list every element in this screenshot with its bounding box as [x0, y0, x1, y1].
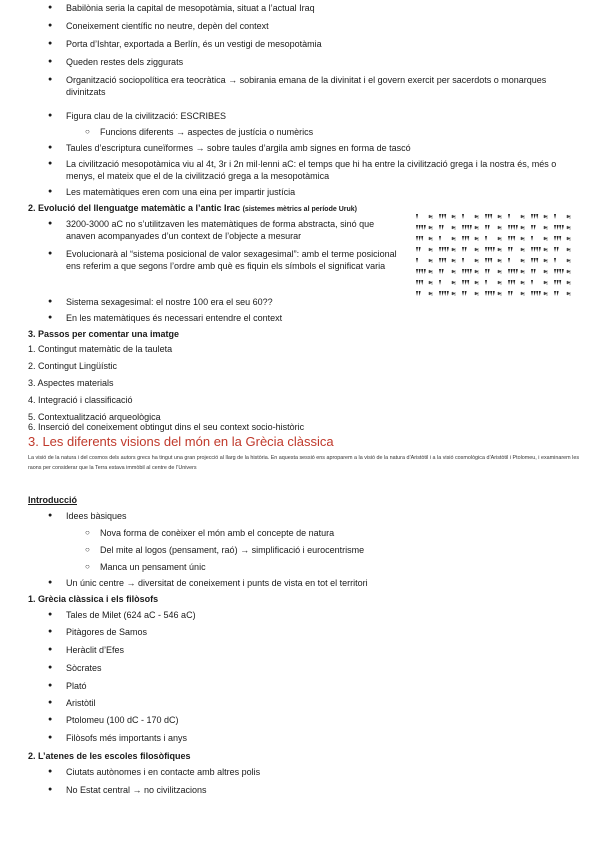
section-heading-text: 2. Evolució del llenguatge matemàtic a l’antic Irac [28, 203, 241, 213]
section-heading [28, 202, 357, 216]
list-item: ● Heràclit d’Efes [66, 644, 124, 656]
list-item: ○ Manca un pensament únic [100, 561, 206, 573]
cuneiform-glyph [554, 225, 570, 230]
list-item: 4. Integració i classificació [28, 395, 133, 405]
section-heading: 1. Grècia clàssica i els filòsofs [28, 594, 159, 604]
list-item: 5. Contextualització arqueològica [28, 412, 161, 422]
list-item: ● Tales de Milet (624 aC - 546 aC) [66, 609, 196, 621]
cuneiform-glyph [485, 291, 501, 296]
cuneiform-glyph [554, 280, 570, 285]
cuneiform-glyph [508, 269, 524, 274]
cuneiform-glyph [508, 214, 524, 219]
cuneiform-glyph [508, 291, 524, 296]
list-item: ○ Funcions diferents → aspectes de justícia o numèrics [100, 126, 313, 138]
list-item: ● Ciutats autònomes i en contacte amb altres polis [66, 766, 260, 778]
list-item: ● Pitàgores de Samos [66, 626, 147, 638]
cuneiform-glyph [531, 214, 547, 219]
section-heading-note: (sistemes mètrics al període Uruk) [242, 206, 357, 213]
cuneiform-glyph [531, 269, 547, 274]
cuneiform-glyph [485, 214, 501, 219]
cuneiform-glyph [485, 280, 501, 285]
list-item: ● Queden restes dels ziggurats [66, 56, 183, 68]
list-item: ● Idees bàsiques [66, 510, 127, 522]
list-item: ● Sòcrates [66, 662, 102, 674]
list-item: ● Un únic centre → diversitat de coneixement i punts de vista en tot el territori [66, 577, 368, 589]
cuneiform-glyph [508, 280, 524, 285]
list-item: ● Taules d’escriptura cuneïformes → sobre taules d’argila amb signes en forma de tascó [66, 142, 411, 154]
list-item: 1. Contingut matemàtic de la tauleta [28, 344, 173, 354]
cuneiform-numerals-image [414, 212, 574, 304]
cuneiform-glyph [416, 225, 432, 230]
cuneiform-glyph [416, 236, 432, 241]
list-item: ● Evolucionarà al “sistema posicional de valor sexagesimal”: amb el terme posicional ens referim a que segons l’ordre amb què es fiquin els símbols el significat varia [66, 248, 404, 272]
list-item: ● Organització sociopolítica era teocràtica → sobirania emana de la divinitat i el govern exercit per sacerdots o monarques divinitzats [66, 74, 586, 98]
cuneiform-glyph [462, 225, 478, 230]
cuneiform-glyph [462, 258, 478, 263]
section-heading: 3. Passos per comentar una imatge [28, 329, 180, 339]
cuneiform-glyph [439, 280, 455, 285]
cuneiform-glyph [462, 269, 478, 274]
cuneiform-glyph [416, 247, 432, 252]
cuneiform-glyph [531, 258, 547, 263]
cuneiform-glyph [416, 280, 432, 285]
cuneiform-glyph [439, 258, 455, 263]
list-item: ● Sistema sexagesimal: el nostre 100 era el seu 60?? [66, 296, 273, 308]
list-item: ● 3200-3000 aC no s’utilitzaven les matemàtiques de forma abstracta, sinó que anaven acompanyades d’un context de l’objecte a mesurar [66, 218, 404, 242]
list-item: ● En les matemàtiques és necessari entendre el context [66, 312, 282, 324]
cuneiform-glyph [485, 269, 501, 274]
cuneiform-glyph [554, 258, 570, 263]
cuneiform-glyph [554, 247, 570, 252]
cuneiform-glyph [416, 291, 432, 296]
cuneiform-glyph [416, 214, 432, 219]
list-item: ● Ptolomeu (100 dC - 170 dC) [66, 714, 179, 726]
cuneiform-glyph [439, 247, 455, 252]
list-item: ○ Del mite al logos (pensament, raó) → simplificació i eurocentrisme [100, 544, 364, 556]
cuneiform-glyph [531, 225, 547, 230]
list-item: ● Babilònia seria la capital de mesopotàmia, situat a l’actual Iraq [66, 2, 315, 14]
cuneiform-glyph [462, 280, 478, 285]
list-item: ● No Estat central → no civilitzacions [66, 784, 207, 796]
cuneiform-glyph [508, 225, 524, 230]
cuneiform-glyph [485, 236, 501, 241]
cuneiform-glyph [554, 236, 570, 241]
list-item: ○ Nova forma de conèixer el món amb el concepte de natura [100, 527, 334, 539]
cuneiform-glyph [554, 291, 570, 296]
cuneiform-glyph [485, 258, 501, 263]
list-item: 3. Aspectes materials [28, 378, 114, 388]
list-item: ● Figura clau de la civilització: ESCRIBES [66, 110, 226, 122]
subsection-heading: Introducció [28, 495, 77, 505]
cuneiform-glyph [416, 258, 432, 263]
section-heading: 2. L’atenes de les escoles filosòfiques [28, 751, 191, 761]
list-item: 2. Contingut Lingüístic [28, 361, 118, 371]
cuneiform-glyph [554, 214, 570, 219]
cuneiform-glyph [554, 269, 570, 274]
cuneiform-glyph [439, 291, 455, 296]
cuneiform-glyph [439, 269, 455, 274]
cuneiform-glyph [485, 225, 501, 230]
chapter-title: 3. Les diferents visions del món en la Grècia clàssica [28, 434, 334, 449]
cuneiform-glyph [531, 236, 547, 241]
cuneiform-glyph [462, 236, 478, 241]
chapter-intro: La visió de la natura i del cosmos dels autors grecs ha tingut una gran projecció al llarg de la història. En aquesta sessió ens aproparem a la visió de la natura d’Aristòtil i a la visió cosmològica d’Aristòtil i Ptolomeu, i examinarem les raons per considerar que la Terra estava immòbil al centre de l’Univers [28, 455, 580, 471]
cuneiform-glyph [485, 247, 501, 252]
cuneiform-glyph [508, 258, 524, 263]
cuneiform-glyph [462, 291, 478, 296]
list-item: ● Les matemàtiques eren com una eina per impartir justícia [66, 186, 295, 198]
list-item: ● Porta d’Ishtar, exportada a Berlín, és un vestigi de mesopotàmia [66, 38, 322, 50]
cuneiform-glyph [439, 225, 455, 230]
cuneiform-glyph [462, 214, 478, 219]
list-item: ● Plató [66, 680, 87, 692]
cuneiform-glyph [439, 236, 455, 241]
list-item: ● Aristòtil [66, 697, 96, 709]
list-item: 6. Inserció del coneixement obtingut dins el seu context socio-històric [28, 422, 305, 432]
cuneiform-glyph [531, 247, 547, 252]
cuneiform-glyph [508, 236, 524, 241]
cuneiform-glyph [508, 247, 524, 252]
cuneiform-glyph [531, 291, 547, 296]
list-item: ● La civilització mesopotàmica viu al 4t, 3r i 2n mil·lenni aC: el temps que hi ha entre la civilització grega i la nostra és, més o menys, el mateix que el de la civilització grega a la mesopotàmica [66, 158, 586, 182]
cuneiform-glyph [462, 247, 478, 252]
cuneiform-glyph [439, 214, 455, 219]
cuneiform-glyph [416, 269, 432, 274]
cuneiform-glyph [531, 280, 547, 285]
list-item: ● Coneixement científic no neutre, depèn del context [66, 20, 269, 32]
list-item: ● Filòsofs més importants i anys [66, 732, 187, 744]
